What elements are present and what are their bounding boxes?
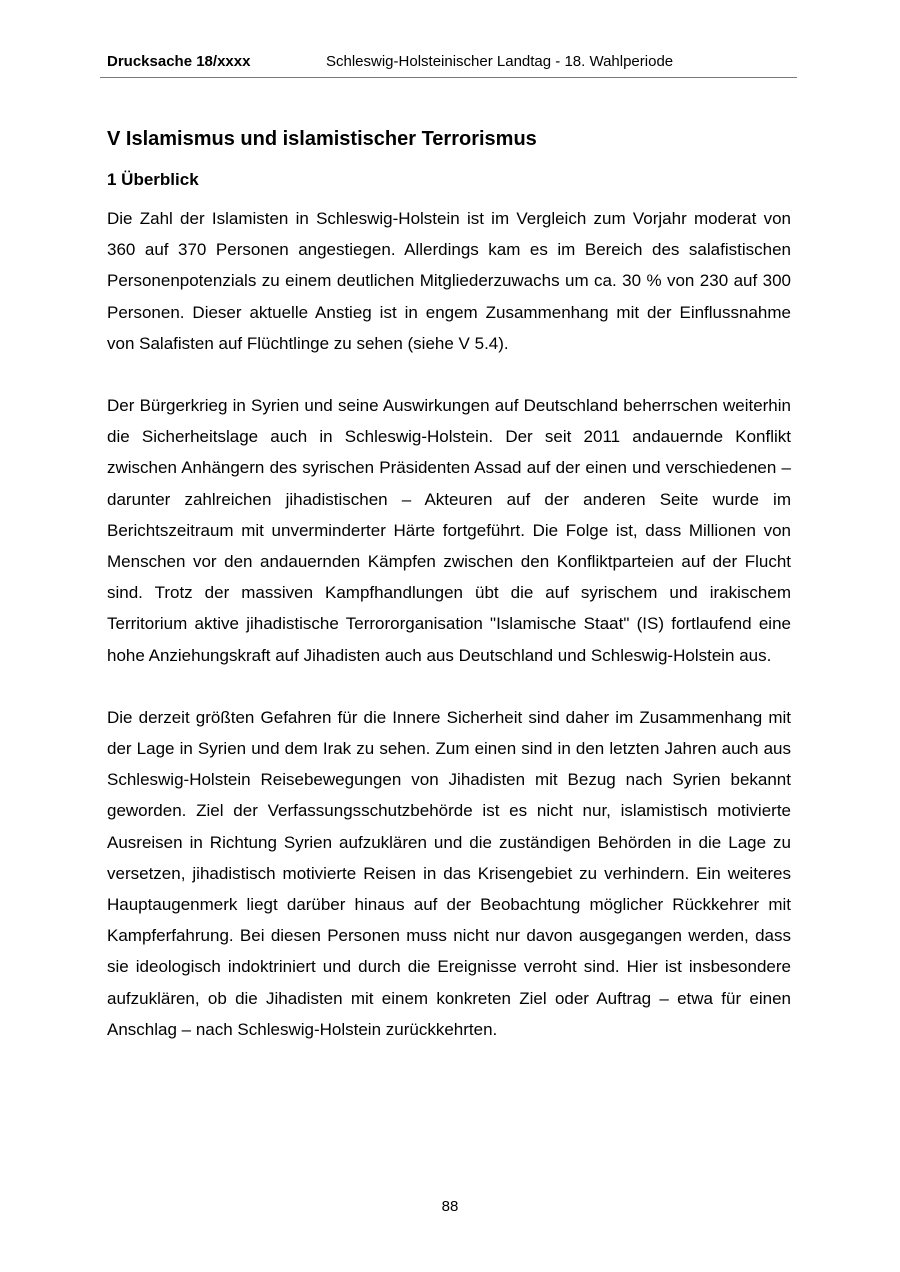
page-header — [100, 52, 797, 78]
paragraph: Die derzeit größten Gefahren für die Innere Sicherheit sind daher im Zusammenhang mit der Lage in Syrien und dem Irak zu sehen. Zum einen sind in den letzten Jahren auch aus Schleswig-Holstein Reisebewegungen von Jihadisten mit Bezug nach Syrien bekannt geworden. Ziel der Verfassungsschutzbehörde ist es nicht nur, islamistisch motivierte Ausreisen in Richtung Syrien aufzuklären und die zuständigen Behörden in die Lage zu versetzen, jihadistisch motivierte Reisen in das Krisengebiet zu verhindern. Ein weiteres Hauptaugenmerk liegt darüber hinaus auf der Beobachtung möglicher Rückkehrer mit Kampferfahrung. Bei diesen Personen muss nicht nur davon ausgegangen werden, dass sie ideologisch indoktriniert und durch die Ereignisse verroht sind. Hier ist insbesondere aufzuklären, ob die Jihadisten mit einem konkreten Ziel oder Auftrag – etwa für einen Anschlag – nach Schleswig-Holstein zurückkehrten. — [107, 707, 791, 1039]
document-id: Drucksache 18/xxxx — [107, 53, 251, 70]
chapter-title: V Islamismus und islamistischer Terrorismus — [107, 128, 537, 150]
paragraph: Die Zahl der Islamisten in Schleswig-Holstein ist im Vergleich zum Vorjahr moderat von 360 auf 370 Personen angestiegen. Allerdings kam es im Bereich des salafistischen Personenpotenzials zu einem deutlichen Mitgliederzuwachs um ca. 30 % von 230 auf 300 Personen. Dieser aktuelle Anstieg ist in engem Zusammenhang mit der Einflussnahme von Salafisten auf Flüchtlinge zu sehen (siehe V 5.4). — [107, 209, 791, 353]
section-title: 1 Überblick — [107, 170, 199, 189]
parliament-title: Schleswig-Holsteinischer Landtag - 18. Wahlperiode — [326, 53, 674, 70]
page-number: 88 — [441, 1198, 459, 1215]
page-content — [107, 126, 791, 1045]
paragraph: Der Bürgerkrieg in Syrien und seine Auswirkungen auf Deutschland beherrschen weiterhin die Sicherheitslage auch in Schleswig-Holstein. Der seit 2011 andauernde Konflikt zwischen Anhängern des syrischen Präsidenten Assad auf der einen und verschiedenen – darunter zahlreichen jihadistischen – Akteuren auf der anderen Seite wurde im Berichtszeitraum mit unverminderter Härte fortgeführt. Die Folge ist, dass Millionen von Menschen vor den andauernden Kämpfen zwischen den Konfliktparteien auf der Flucht sind. Trotz der massiven Kampfhandlungen übt die auf syrischem und irakischem Territorium aktive jihadistische Terrororganisation "Islamische Staat" (IS) fortlaufend eine hohe Anziehungskraft auf Jihadisten auch aus Deutschland und Schleswig-Holstein aus. — [107, 396, 791, 665]
